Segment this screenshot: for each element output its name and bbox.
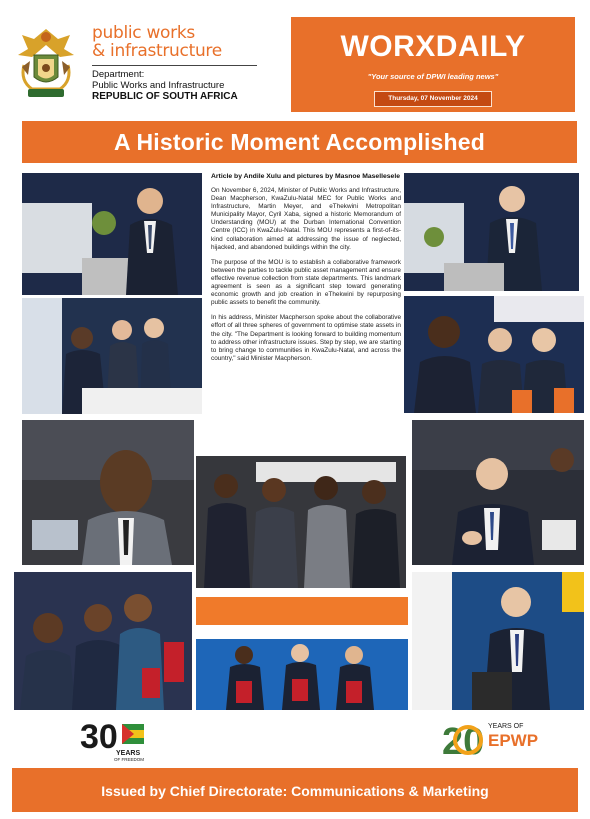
issue-date: Thursday, 07 November 2024 — [374, 91, 492, 107]
epwp-20-years-logo — [442, 716, 554, 762]
coat-of-arms-logo — [14, 25, 78, 103]
years30-label: YEARS — [116, 750, 141, 757]
article-body — [211, 173, 401, 370]
epwp-name: EPWP — [488, 731, 539, 750]
brand-line-2: & infrastructure — [92, 41, 222, 61]
years30-sub: OF FREEDOM — [114, 757, 144, 762]
photo-audience-applause — [412, 420, 584, 565]
dept-name: Public Works and Infrastructure — [92, 80, 225, 91]
masthead-box — [291, 17, 575, 112]
article-paragraph-3: In his address, Minister Macpherson spoke about the collaborative effort of all three spheres of government to optimise state assets in the city. "The Department is looking forward to building momentum to address other infrastructure issues. Step by step, we are starting to bring change to communities in KwaZulu-Natal, and across the country," said Minister Macpherson. — [211, 314, 401, 362]
photo-signing-table — [22, 298, 202, 414]
headline-banner — [22, 121, 577, 163]
epwp-number: 20 — [442, 721, 485, 762]
photo-mou-signatories — [196, 597, 408, 710]
masthead-tagline: "Your source of DPWI leading news" — [367, 72, 499, 81]
epwp-years: YEARS OF — [488, 723, 524, 730]
brand-line-1: public works — [92, 23, 195, 43]
photo-mec-podium — [404, 173, 579, 291]
country-name: REPUBLIC OF SOUTH AFRICA — [92, 91, 238, 102]
years30-number: 30 — [80, 718, 118, 756]
department-block — [92, 24, 282, 102]
photo-mayor-portrait — [22, 420, 194, 565]
headline: A Historic Moment Accomplished — [113, 129, 486, 155]
footer-text: Issued by Chief Directorate: Communications & Marketing — [101, 783, 489, 799]
footer-banner — [12, 768, 578, 812]
30-years-freedom-logo — [78, 714, 150, 762]
brand-divider — [92, 65, 257, 66]
photo-panel-seated — [404, 296, 584, 413]
article-paragraph-2: The purpose of the MOU is to establish a collaborative framework between the parties to tackle public asset management and ensure effective revenue collection from state departments. This landmark agreement is seen as a significant step toward generating economic growth and job creation in eThekwini by repurposing public assets to benefit the community. — [211, 258, 401, 307]
article-paragraph-1: On November 6, 2024, Minister of Public Works and Infrastructure, Dean Macpherson, KwaZulu-Natal MEC for Public Works and Infrastructure, Martin Meyer, and eThekwini Metropolitan Municipality Mayor, Cyril Xaba, signed a historic Memorandum of Understanding (MOU) at the Durban International Convention Centre (ICC) in KwaZulu-Natal. This MOU represents a first-of-its-kind collaboration aimed at addressing the issue of neglected, hijacked, and abandoned buildings within the city. — [211, 187, 401, 251]
article-byline: Article by Andile Xulu and pictures by Masnoe Masellesele — [211, 173, 400, 180]
photo-group-four-men — [196, 456, 406, 588]
dept-label: Department: — [92, 69, 145, 80]
photo-minister-speaking — [412, 572, 584, 710]
masthead-title: WORXDAILY — [340, 30, 526, 63]
photo-officials-with-documents — [14, 572, 192, 710]
photo-minister-podium — [22, 173, 202, 295]
